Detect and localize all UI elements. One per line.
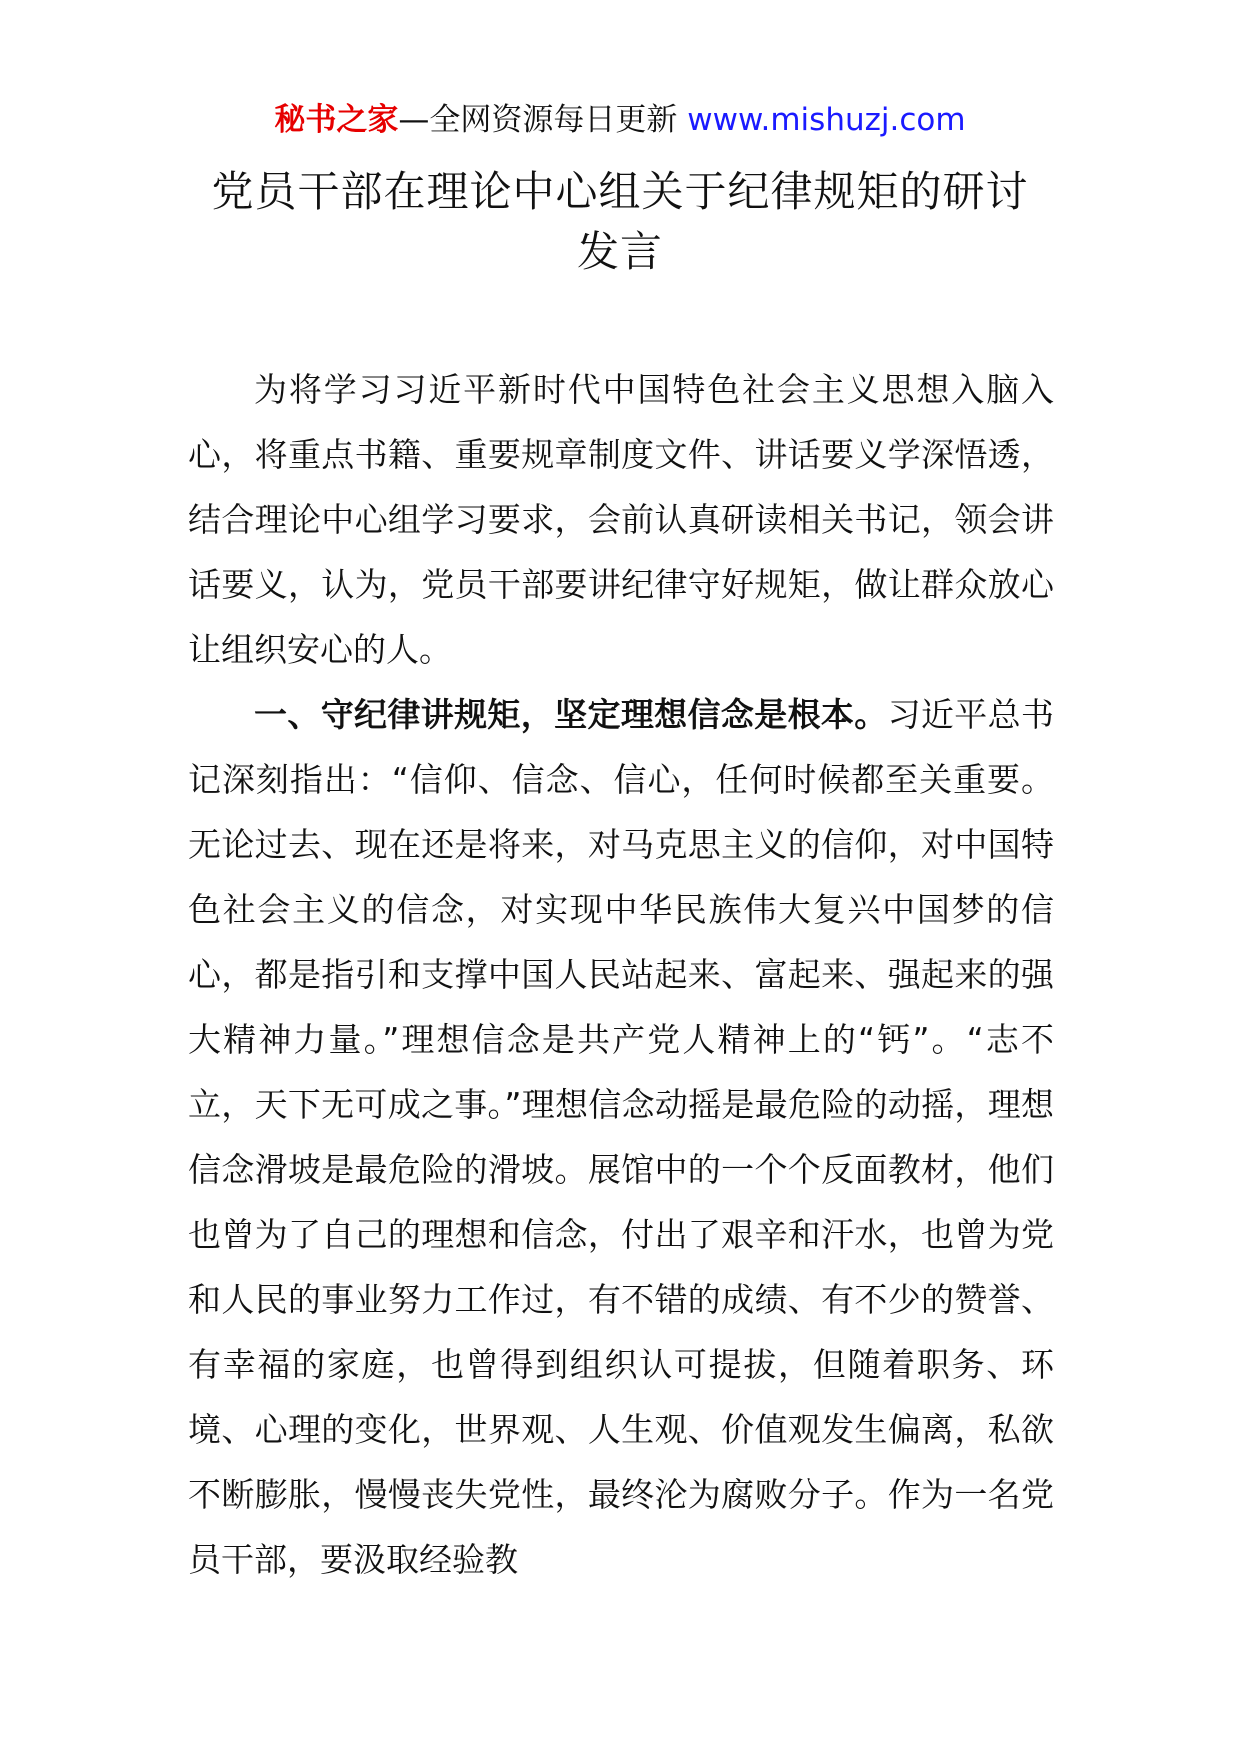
title-line-2: 发言 (576, 227, 663, 276)
header-dash: — (398, 102, 430, 138)
document-body (188, 357, 1054, 1592)
paragraph-intro: 为将学习习近平新时代中国特色社会主义思想入脑入心，将重点书籍、重要规章制度文件、讲话要义学深悟透，结合理论中心组学习要求，会前认真研读相关书记，领会讲话要义，认为，党员干部要讲纪律守好规矩，做让群众放心让组织安心的人。 (188, 370, 1054, 669)
site-slogan: 全网资源每日更新 (429, 102, 688, 138)
site-header (0, 100, 1240, 140)
title-line-1: 党员干部在理论中心组关于纪律规矩的研讨 (211, 167, 1029, 216)
document-title (200, 162, 1040, 282)
site-url-link[interactable]: www.mishuzj.com (687, 102, 966, 138)
site-brand: 秘书之家 (274, 102, 399, 138)
paragraph-section-1 (188, 682, 1054, 1592)
section-1-text: 习近平总书记深刻指出：“信仰、信念、信心，任何时候都至关重要。无论过去、现在还是将来，对马克思主义的信仰，对中国特色社会主义的信念，对实现中华民族伟大复兴中国梦的信心，都是指引和支撑中国人民站起来、富起来、强起来的强大精神力量。”理想信念是共产党人精神上的“钙”。“志不立，天下无可成之事。”理想信念动摇是最危险的动摇，理想信念滑坡是最危险的滑坡。展馆中的一个个反面教材，他们也曾为了自己的理想和信念，付出了艰辛和汗水，也曾为党和人民的事业努力工作过，有不错的成绩、有不少的赞誉、有幸福的家庭，也曾得到组织认可提拔，但随着职务、环境、心理的变化，世界观、人生观、价值观发生偏离，私欲不断膨胀，慢慢丧失党性，最终沦为腐败分子。作为一名党员干部，要汲取经验教 (188, 695, 1055, 1579)
section-1-heading: 一、守纪律讲规矩，坚定理想信念是根本。 (254, 695, 888, 734)
